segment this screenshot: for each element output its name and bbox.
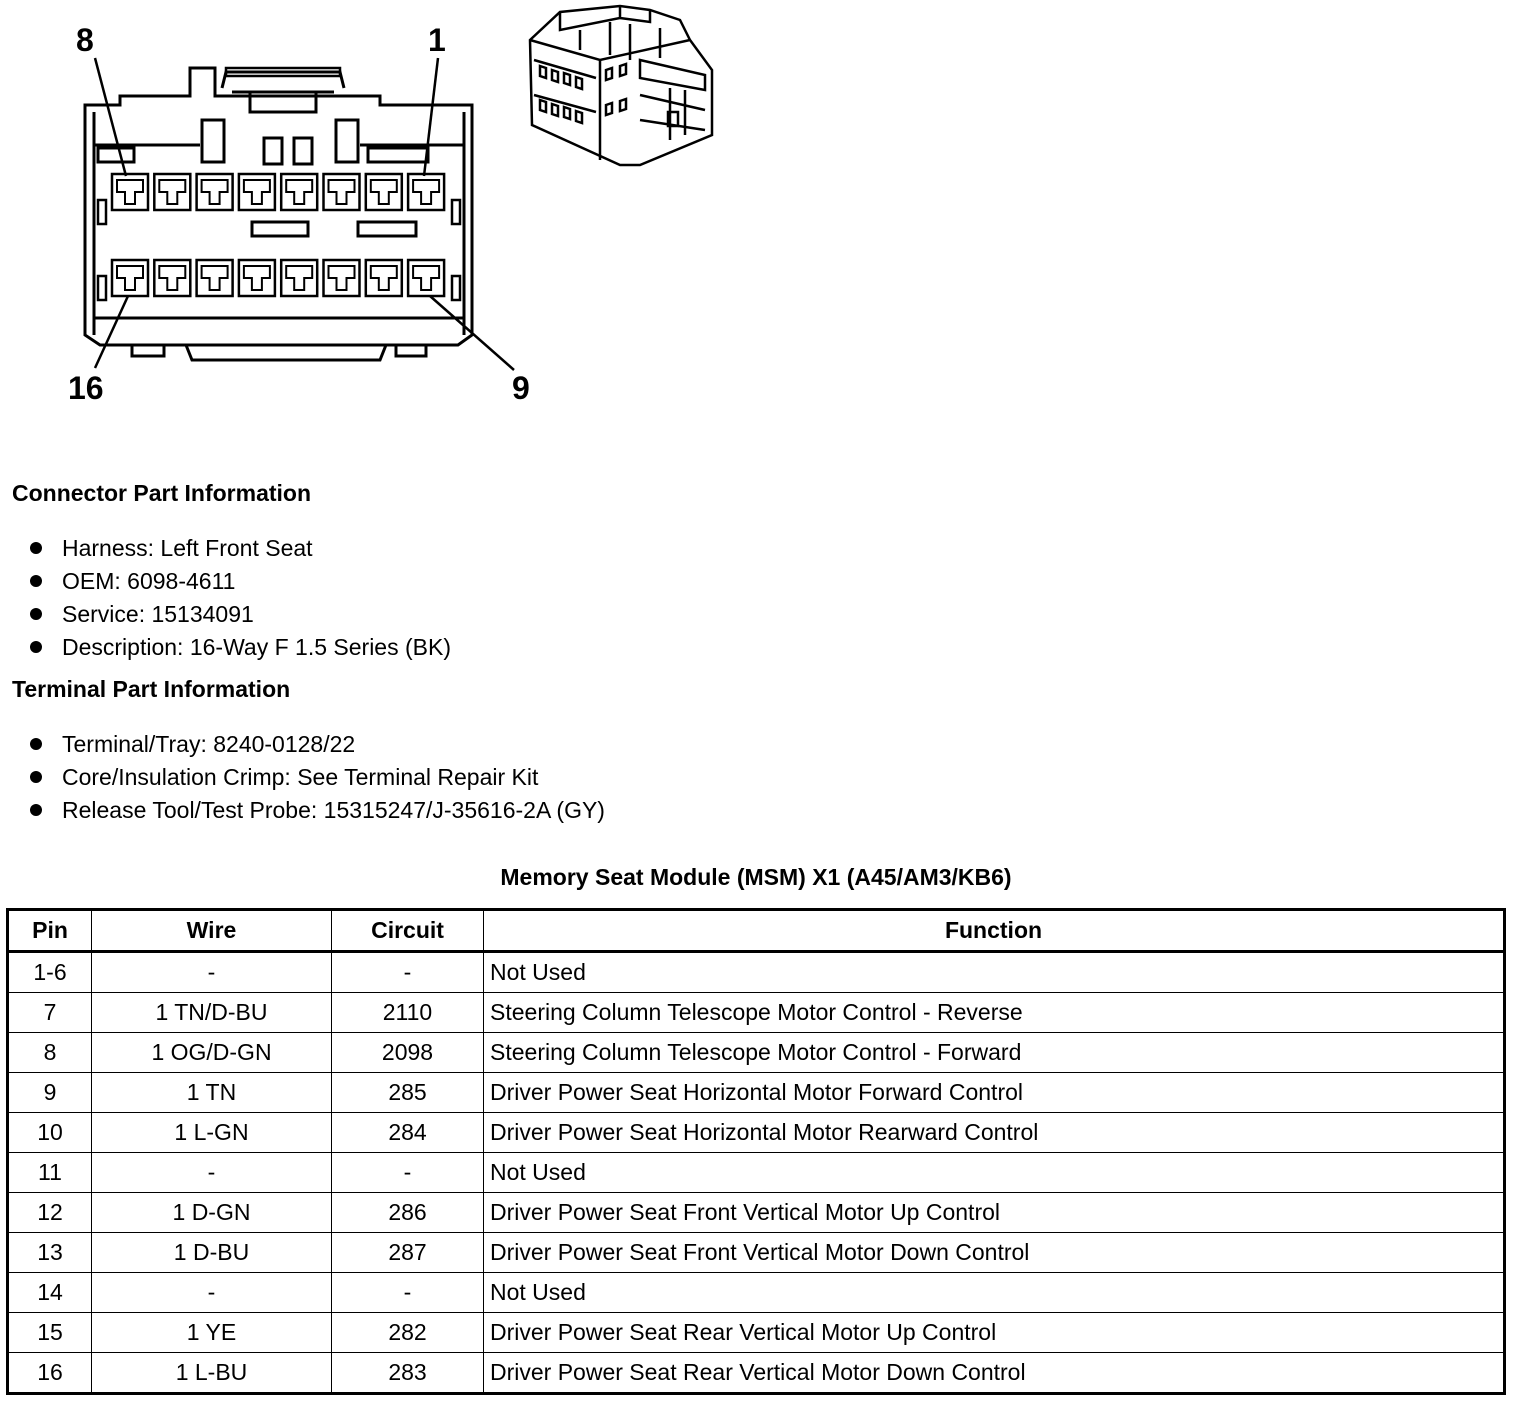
cell-wire: -	[92, 1153, 332, 1193]
connector-part-info-list	[30, 532, 451, 664]
bullet-icon	[30, 542, 42, 554]
terminal-cavity	[154, 174, 190, 210]
cell-function: Not Used	[484, 1273, 1505, 1313]
header-wire: Wire	[92, 910, 332, 952]
table-row	[8, 1353, 1505, 1394]
cell-function: Driver Power Seat Rear Vertical Motor Down Control	[484, 1353, 1505, 1394]
header-pin: Pin	[8, 910, 92, 952]
cell-circuit: -	[332, 1273, 484, 1313]
cell-wire: 1 L-BU	[92, 1353, 332, 1394]
terminal-cavity	[154, 260, 190, 296]
terminal-cavity	[239, 260, 275, 296]
table-row	[8, 1273, 1505, 1313]
info-item-text: Core/Insulation Crimp: See Terminal Repair Kit	[62, 764, 539, 790]
terminal-cavity	[324, 174, 360, 210]
cell-function: Not Used	[484, 952, 1505, 993]
info-list-item	[30, 794, 605, 827]
terminal-cavity	[197, 260, 233, 296]
cell-wire: 1 OG/D-GN	[92, 1033, 332, 1073]
terminal-cavity	[408, 260, 444, 296]
terminal-cavity	[112, 260, 148, 296]
connector-latch	[222, 72, 344, 112]
table-row	[8, 1313, 1505, 1353]
connector-housing-outline	[85, 68, 472, 345]
terminal-part-info-heading: Terminal Part Information	[12, 676, 291, 702]
cell-function: Not Used	[484, 1153, 1505, 1193]
connector-3d-illustration	[520, 0, 720, 175]
info-item-text: OEM: 6098-4611	[62, 568, 236, 594]
table-header-row	[8, 910, 1505, 952]
bottom-row-cavities	[112, 260, 444, 296]
cell-circuit: 283	[332, 1353, 484, 1394]
connector-face-drawing	[0, 0, 520, 420]
connector-part-info-heading: Connector Part Information	[12, 480, 312, 506]
cell-circuit: -	[332, 952, 484, 993]
terminal-cavity	[281, 260, 317, 296]
header-function: Function	[484, 910, 1505, 952]
cell-wire: 1 YE	[92, 1313, 332, 1353]
cell-pin: 11	[8, 1153, 92, 1193]
callout-leader-8	[95, 58, 126, 176]
bullet-icon	[30, 771, 42, 783]
top-row-cavities	[112, 174, 444, 210]
cell-circuit: 282	[332, 1313, 484, 1353]
table-row	[8, 1233, 1505, 1273]
table-row	[8, 1033, 1505, 1073]
cell-wire: 1 TN	[92, 1073, 332, 1113]
bullet-icon	[30, 641, 42, 653]
callout-leader-1	[424, 58, 438, 176]
terminal-cavity	[366, 174, 402, 210]
table-row	[8, 1113, 1505, 1153]
header-circuit: Circuit	[332, 910, 484, 952]
cell-circuit: -	[332, 1153, 484, 1193]
terminal-cavity	[197, 174, 233, 210]
cell-pin: 15	[8, 1313, 92, 1353]
cell-pin: 14	[8, 1273, 92, 1313]
table-row	[8, 993, 1505, 1033]
terminal-cavity	[408, 174, 444, 210]
cell-wire: 1 TN/D-BU	[92, 993, 332, 1033]
cell-wire: 1 L-GN	[92, 1113, 332, 1153]
terminal-part-info-list	[30, 728, 605, 827]
table-row	[8, 1153, 1505, 1193]
cell-pin: 7	[8, 993, 92, 1033]
table-row	[8, 1193, 1505, 1233]
pin-callout-9: 9	[512, 370, 530, 406]
info-list-item	[30, 565, 451, 598]
info-item-text: Description: 16-Way F 1.5 Series (BK)	[62, 634, 451, 660]
info-list-item	[30, 598, 451, 631]
bullet-icon	[30, 804, 42, 816]
cell-pin: 9	[8, 1073, 92, 1113]
bullet-icon	[30, 738, 42, 750]
table-title: Memory Seat Module (MSM) X1 (A45/AM3/KB6)	[500, 864, 1012, 890]
cell-function: Driver Power Seat Front Vertical Motor Up Control	[484, 1193, 1505, 1233]
info-list-item	[30, 532, 451, 565]
terminal-cavity	[324, 260, 360, 296]
info-item-text: Service: 15134091	[62, 601, 254, 627]
cell-function: Driver Power Seat Front Vertical Motor Down Control	[484, 1233, 1505, 1273]
cell-function: Driver Power Seat Rear Vertical Motor Up Control	[484, 1313, 1505, 1353]
pin-callout-8: 8	[76, 22, 94, 58]
cell-wire: 1 D-BU	[92, 1233, 332, 1273]
terminal-cavity	[281, 174, 317, 210]
cell-wire: -	[92, 952, 332, 993]
table-row	[8, 952, 1505, 993]
cell-circuit: 2110	[332, 993, 484, 1033]
terminal-cavity	[239, 174, 275, 210]
cell-pin: 10	[8, 1113, 92, 1153]
cell-function: Steering Column Telescope Motor Control - Reverse	[484, 993, 1505, 1033]
info-item-text: Terminal/Tray: 8240-0128/22	[62, 731, 356, 757]
pin-callout-1: 1	[428, 22, 446, 58]
table-row	[8, 1073, 1505, 1113]
pin-callout-16: 16	[68, 370, 104, 406]
info-item-text: Harness: Left Front Seat	[62, 535, 313, 561]
terminal-cavity	[366, 260, 402, 296]
info-item-text: Release Tool/Test Probe: 15315247/J-35616-2A (GY)	[62, 797, 605, 823]
cell-function: Driver Power Seat Horizontal Motor Rearward Control	[484, 1113, 1505, 1153]
cell-circuit: 287	[332, 1233, 484, 1273]
cell-pin: 12	[8, 1193, 92, 1233]
cell-circuit: 285	[332, 1073, 484, 1113]
cell-circuit: 286	[332, 1193, 484, 1233]
cell-circuit: 284	[332, 1113, 484, 1153]
cell-circuit: 2098	[332, 1033, 484, 1073]
cell-pin: 8	[8, 1033, 92, 1073]
cell-function: Driver Power Seat Horizontal Motor Forward Control	[484, 1073, 1505, 1113]
pinout-table	[6, 908, 1506, 1395]
cell-wire: 1 D-GN	[92, 1193, 332, 1233]
terminal-cavity	[112, 174, 148, 210]
info-list-item	[30, 631, 451, 664]
info-list-item	[30, 728, 605, 761]
cell-pin: 16	[8, 1353, 92, 1394]
info-list-item	[30, 761, 605, 794]
cell-wire: -	[92, 1273, 332, 1313]
bullet-icon	[30, 608, 42, 620]
cell-pin: 1-6	[8, 952, 92, 993]
callout-leader-16	[95, 296, 128, 368]
bullet-icon	[30, 575, 42, 587]
cell-function: Steering Column Telescope Motor Control - Forward	[484, 1033, 1505, 1073]
cell-pin: 13	[8, 1233, 92, 1273]
